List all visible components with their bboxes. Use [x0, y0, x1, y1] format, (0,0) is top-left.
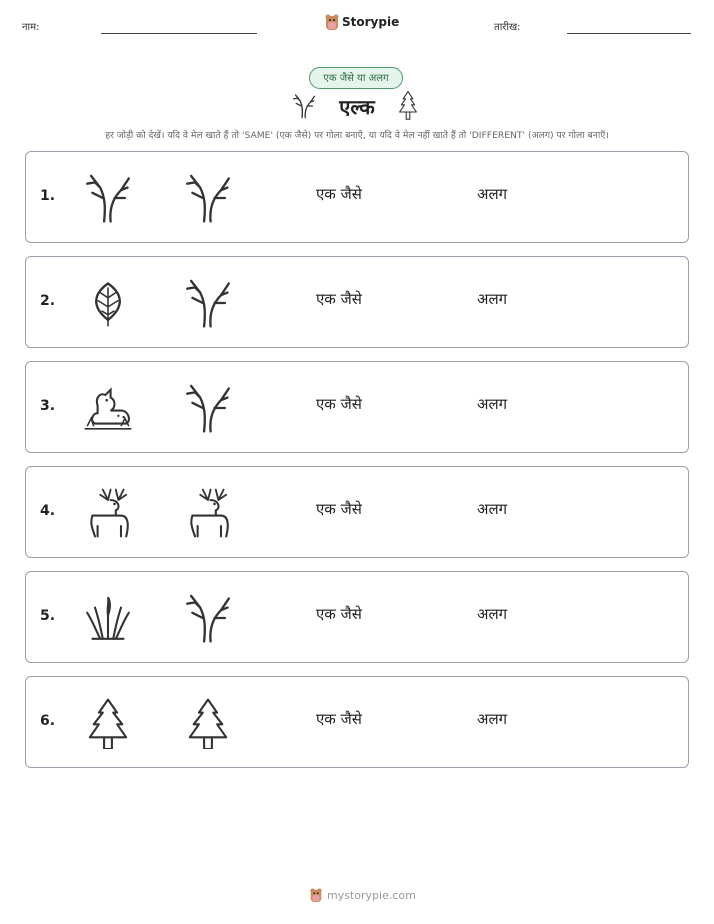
question-row: [25, 571, 689, 663]
question-number: 6.: [40, 713, 56, 729]
fawn-icon: [82, 382, 134, 434]
brand-name: Storypie: [342, 15, 400, 29]
date-line[interactable]: [567, 33, 691, 34]
same-option[interactable]: एक जैसे: [316, 710, 362, 728]
leaf-icon: [82, 277, 134, 329]
question-number: 2.: [40, 293, 56, 309]
antler-icon: [182, 382, 234, 434]
same-option[interactable]: एक जैसे: [316, 290, 362, 308]
same-option[interactable]: एक जैसे: [316, 185, 362, 203]
same-option[interactable]: एक जैसे: [316, 500, 362, 518]
grass-icon: [82, 592, 134, 644]
antler-icon: [182, 277, 234, 329]
pine-tree-icon: [82, 697, 134, 749]
antler-icon: [182, 172, 234, 224]
question-row: [25, 151, 689, 243]
name-label: नाम:: [22, 22, 40, 33]
question-row: [25, 676, 689, 768]
brand-logo: [324, 13, 399, 31]
different-option[interactable]: अलग: [477, 290, 508, 308]
different-option[interactable]: अलग: [477, 500, 508, 518]
elk-icon: [182, 487, 234, 539]
page-title: एल्क: [339, 95, 375, 119]
pine-tree-icon: [182, 697, 234, 749]
question-number: 5.: [40, 608, 56, 624]
different-option[interactable]: अलग: [477, 710, 508, 728]
same-option[interactable]: एक जैसे: [316, 605, 362, 623]
question-row: [25, 466, 689, 558]
pine-tree-icon: [396, 90, 420, 122]
antler-icon: [182, 592, 234, 644]
different-option[interactable]: अलग: [477, 395, 508, 413]
antler-icon: [82, 172, 134, 224]
question-number: 4.: [40, 503, 56, 519]
name-line[interactable]: [101, 33, 257, 34]
footer: [309, 887, 416, 903]
question-row: [25, 361, 689, 453]
question-number: 3.: [40, 398, 56, 414]
topic-badge: एक जैसे या अलग: [309, 67, 403, 89]
elk-icon: [82, 487, 134, 539]
bear-mascot-icon: [309, 887, 323, 903]
different-option[interactable]: अलग: [477, 605, 508, 623]
date-label: तारीख:: [494, 22, 521, 33]
same-option[interactable]: एक जैसे: [316, 395, 362, 413]
instructions: हर जोड़ी को देखें। यदि वे मेल खाते हैं तो 'SAME' (एक जैसे) पर गोला बनाएँ, या यदि वे मेल नहीं खाते हैं तो 'DIFFERENT' (अलग) पर गोला बनाएँ।: [105, 130, 609, 141]
different-option[interactable]: अलग: [477, 185, 508, 203]
bear-mascot-icon: [324, 13, 340, 31]
footer-url: mystorypie.com: [327, 888, 416, 902]
question-row: [25, 256, 689, 348]
question-number: 1.: [40, 188, 56, 204]
